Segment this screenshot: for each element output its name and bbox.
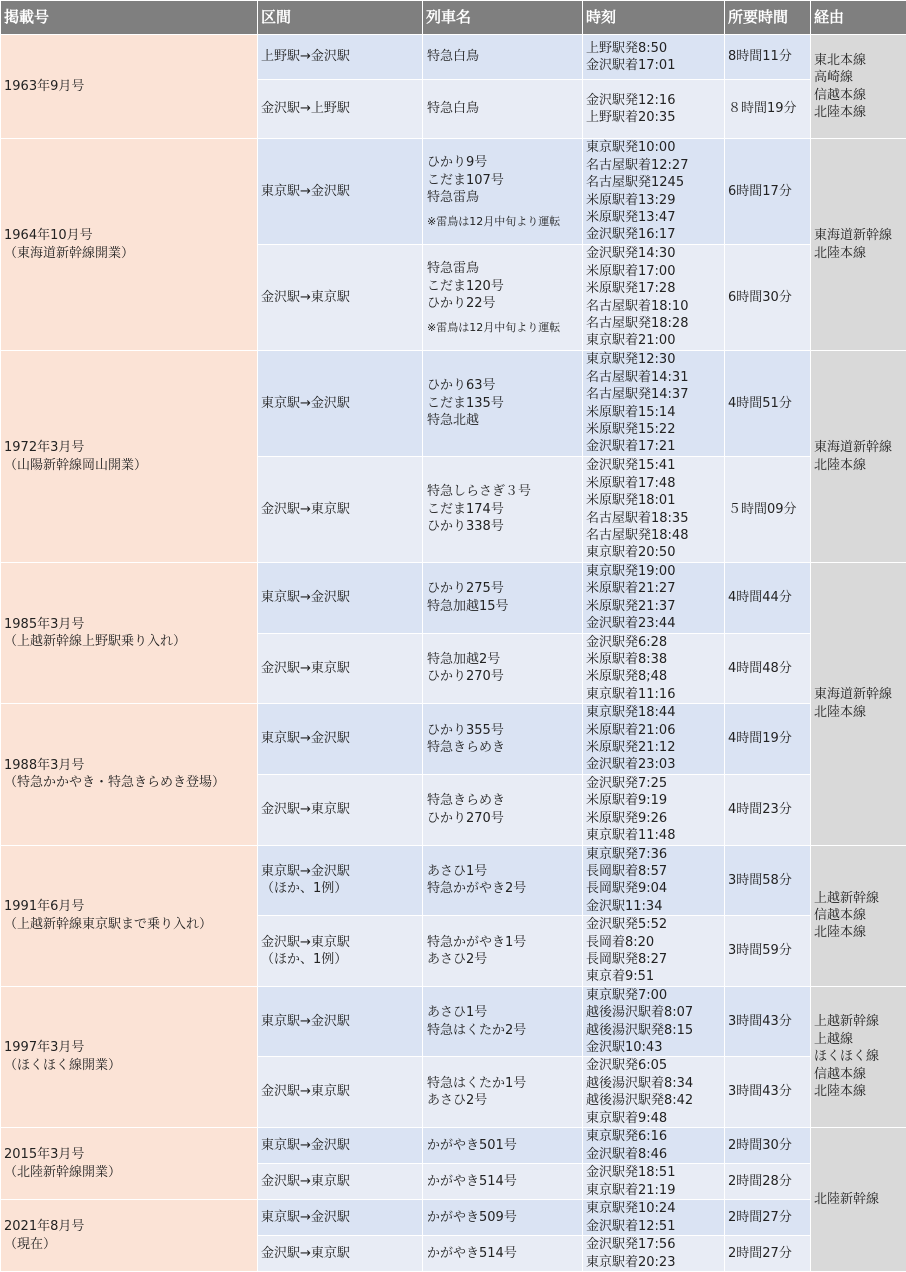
duration-cell: ５時間09分: [725, 457, 811, 563]
times-cell: [583, 774, 725, 845]
times-cell: [583, 704, 725, 775]
duration-cell: 2時間27分: [725, 1236, 811, 1272]
text-line: 東海道新幹線: [814, 227, 903, 244]
text-line: 東京着9:51: [586, 968, 721, 985]
text-line: （ほくほく線開業）: [4, 1057, 254, 1074]
header-section: 区間: [258, 1, 423, 35]
text-line: 高崎線: [814, 69, 903, 86]
text-line: （現在）: [4, 1236, 254, 1253]
text-line: 東京駅→金沢駅: [261, 589, 419, 606]
duration-cell: 3時間43分: [725, 1057, 811, 1128]
issue-cell: [1, 35, 258, 139]
text-line: 米原駅発13:47: [586, 209, 721, 226]
text-line: 東京駅着21:19: [586, 1182, 721, 1199]
text-line: こだま174号: [427, 501, 579, 518]
text-line: 東京駅→金沢駅: [261, 863, 419, 880]
text-line: ひかり275号: [427, 580, 579, 597]
text-line: 米原駅着9:19: [586, 792, 721, 809]
section-cell: [258, 563, 423, 634]
text-line: 上越線: [814, 1031, 903, 1048]
times-cell: [583, 1128, 725, 1164]
text-line: かがやき501号: [427, 1137, 579, 1154]
issue-cell: [1, 704, 258, 845]
text-line: 北陸新幹線: [814, 1191, 903, 1208]
text-line: 東京駅発7:00: [586, 987, 721, 1004]
text-line: 北陸本線: [814, 457, 903, 474]
text-line: 金沢駅発18:51: [586, 1164, 721, 1181]
text-line: 特急雷鳥: [427, 189, 579, 206]
header-times: 時刻: [583, 1, 725, 35]
text-line: （ほか、1例）: [261, 880, 419, 897]
text-line: 特急はくたか2号: [427, 1022, 579, 1039]
text-line: 1991年6月号: [4, 898, 254, 915]
train-name-cell: [423, 35, 583, 80]
text-line: 金沢駅着23:03: [586, 756, 721, 773]
text-line: 金沢駅10:43: [586, 1039, 721, 1056]
text-line: 特急白鳥: [427, 48, 579, 65]
route-cell: [811, 1128, 906, 1272]
text-line: 名古屋駅着14:31: [586, 369, 721, 386]
text-line: 信越本線: [814, 1066, 903, 1083]
text-line: 米原駅着21:27: [586, 580, 721, 597]
times-cell: [583, 80, 725, 139]
text-line: 金沢駅着23:44: [586, 615, 721, 632]
text-line: こだま120号: [427, 278, 579, 295]
text-line: 金沢駅発6:05: [586, 1057, 721, 1074]
text-line: ひかり355号: [427, 722, 579, 739]
table-row: [1, 351, 906, 457]
times-cell: [583, 916, 725, 987]
text-line: 米原駅着13:29: [586, 192, 721, 209]
text-line: 米原駅発21:12: [586, 739, 721, 756]
text-line: 金沢駅発5:52: [586, 916, 721, 933]
text-line: 特急白鳥: [427, 100, 579, 117]
text-line: 東京駅着20:50: [586, 544, 721, 561]
section-cell: [258, 986, 423, 1057]
text-line: 金沢駅→東京駅: [261, 1245, 419, 1262]
text-line: 長岡着8:20: [586, 934, 721, 951]
text-line: 特急加越15号: [427, 598, 579, 615]
text-line: 金沢駅発6:28: [586, 634, 721, 651]
text-line: 越後湯沢駅着8:34: [586, 1075, 721, 1092]
text-line: 米原駅着17:00: [586, 263, 721, 280]
duration-cell: 4時間44分: [725, 563, 811, 634]
times-cell: [583, 563, 725, 634]
section-cell: [258, 351, 423, 457]
section-cell: [258, 845, 423, 916]
text-line: 米原駅着8:38: [586, 651, 721, 668]
times-cell: [583, 35, 725, 80]
route-cell: [811, 563, 906, 846]
text-line: 東京駅→金沢駅: [261, 395, 419, 412]
section-cell: [258, 35, 423, 80]
train-name-cell: [423, 139, 583, 245]
text-line: 1997年3月号: [4, 1039, 254, 1056]
text-line: 名古屋駅着18:35: [586, 510, 721, 527]
section-cell: [258, 1128, 423, 1164]
text-line: 米原駅発9:26: [586, 810, 721, 827]
section-cell: [258, 80, 423, 139]
text-line: ひかり63号: [427, 377, 579, 394]
text-line: 東京駅→金沢駅: [261, 183, 419, 200]
times-cell: [583, 1164, 725, 1200]
text-line: かがやき509号: [427, 1209, 579, 1226]
text-line: あさひ2号: [427, 1092, 579, 1109]
text-line: 北陸本線: [814, 704, 903, 721]
text-line: 1964年10月号: [4, 227, 254, 244]
text-line: 米原駅発21:37: [586, 598, 721, 615]
text-line: 金沢駅→東京駅: [261, 289, 419, 306]
text-line: 米原駅発15:22: [586, 421, 721, 438]
issue-cell: [1, 845, 258, 986]
text-line: 特急加越2号: [427, 651, 579, 668]
text-line: 米原駅着21:06: [586, 722, 721, 739]
text-line: ひかり338号: [427, 518, 579, 535]
text-line: 金沢駅着17:21: [586, 438, 721, 455]
text-line: 東京駅→金沢駅: [261, 1013, 419, 1030]
text-line: （特急かかやき・特急きらめき登場）: [4, 774, 254, 791]
times-cell: [583, 351, 725, 457]
text-line: 2015年3月号: [4, 1146, 254, 1163]
text-line: 特急かがやき1号: [427, 934, 579, 951]
text-line: 北陸本線: [814, 245, 903, 262]
text-line: 2021年8月号: [4, 1218, 254, 1235]
train-name-cell: [423, 633, 583, 704]
text-line: あさひ1号: [427, 1004, 579, 1021]
text-line: 名古屋駅着12:27: [586, 157, 721, 174]
times-cell: [583, 1236, 725, 1272]
text-line: 名古屋駅発14:37: [586, 386, 721, 403]
text-line: 北陸本線: [814, 104, 903, 121]
text-line: 特急北越: [427, 412, 579, 429]
text-line: 米原駅着15:14: [586, 404, 721, 421]
text-line: 米原駅着17:48: [586, 475, 721, 492]
section-cell: [258, 774, 423, 845]
train-name-cell: [423, 916, 583, 987]
text-line: 越後湯沢駅着8:07: [586, 1004, 721, 1021]
text-line: 長岡駅発9:04: [586, 880, 721, 897]
text-line: 金沢駅発15:41: [586, 457, 721, 474]
text-line: 東京駅発10:00: [586, 139, 721, 156]
table-row: [1, 1200, 906, 1236]
text-line: 米原駅発8;48: [586, 668, 721, 685]
section-cell: [258, 1164, 423, 1200]
text-line: あさひ2号: [427, 951, 579, 968]
text-line: 北陸本線: [814, 1083, 903, 1100]
text-line: 東京駅着9:48: [586, 1110, 721, 1127]
duration-cell: 4時間51分: [725, 351, 811, 457]
times-cell: [583, 986, 725, 1057]
duration-cell: ８時間19分: [725, 80, 811, 139]
text-line: かがやき514号: [427, 1245, 579, 1262]
text-line: 金沢駅→東京駅: [261, 801, 419, 818]
text-line: 東京駅着11:48: [586, 827, 721, 844]
train-name-cell: [423, 1164, 583, 1200]
text-line: 金沢駅発16:17: [586, 226, 721, 243]
text-line: こだま135号: [427, 395, 579, 412]
text-line: （ほか、1例）: [261, 951, 419, 968]
header-issue: 掲載号: [1, 1, 258, 35]
text-line: 金沢駅→東京駅: [261, 660, 419, 677]
times-cell: [583, 1057, 725, 1128]
text-line: 東海道新幹線: [814, 439, 903, 456]
text-line: 信越本線: [814, 907, 903, 924]
text-line: 特急きらめき: [427, 792, 579, 809]
times-cell: [583, 139, 725, 245]
text-line: 上越新幹線: [814, 1013, 903, 1030]
text-line: ほくほく線: [814, 1048, 903, 1065]
duration-cell: 2時間30分: [725, 1128, 811, 1164]
train-name-cell: [423, 986, 583, 1057]
text-line: 名古屋駅発18:48: [586, 527, 721, 544]
text-line: 東京駅着21:00: [586, 332, 721, 349]
issue-cell: [1, 139, 258, 351]
text-line: 金沢駅着8:46: [586, 1146, 721, 1163]
text-line: 越後湯沢駅発8:42: [586, 1092, 721, 1109]
section-cell: [258, 1236, 423, 1272]
train-name-cell: [423, 774, 583, 845]
text-line: 特急かがやき2号: [427, 880, 579, 897]
table-row: [1, 563, 906, 634]
text-line: 1963年9月号: [4, 78, 254, 95]
text-line: ひかり270号: [427, 668, 579, 685]
operation-note: ※雷鳥は12月中旬より運転: [427, 215, 579, 229]
duration-cell: 3時間43分: [725, 986, 811, 1057]
duration-cell: 6時間30分: [725, 245, 811, 351]
route-cell: [811, 351, 906, 563]
times-cell: [583, 1200, 725, 1236]
issue-cell: [1, 1128, 258, 1200]
text-line: 上野駅発8:50: [586, 40, 721, 57]
duration-cell: 3時間58分: [725, 845, 811, 916]
route-cell: [811, 35, 906, 139]
text-line: 金沢駅11:34: [586, 898, 721, 915]
section-cell: [258, 916, 423, 987]
text-line: あさひ1号: [427, 863, 579, 880]
text-line: こだま107号: [427, 172, 579, 189]
train-name-cell: [423, 1200, 583, 1236]
text-line: 東京駅発10:24: [586, 1200, 721, 1217]
text-line: 特急きらめき: [427, 739, 579, 756]
table-row: [1, 139, 906, 245]
duration-cell: 3時間59分: [725, 916, 811, 987]
text-line: 金沢駅→東京駅: [261, 1173, 419, 1190]
text-line: 信越本線: [814, 87, 903, 104]
text-line: （上越新幹線上野駅乗り入れ）: [4, 633, 254, 650]
text-line: 長岡駅発8:27: [586, 951, 721, 968]
text-line: 東海道新幹線: [814, 686, 903, 703]
text-line: 東京駅発19:00: [586, 563, 721, 580]
times-cell: [583, 633, 725, 704]
issue-cell: [1, 563, 258, 704]
text-line: 東北本線: [814, 52, 903, 69]
text-line: 名古屋駅発1245: [586, 174, 721, 191]
header-row: [1, 1, 906, 35]
table-row: [1, 845, 906, 916]
header-duration: 所要時間: [725, 1, 811, 35]
text-line: 米原駅発17:28: [586, 280, 721, 297]
train-name-cell: [423, 1236, 583, 1272]
route-cell: [811, 139, 906, 351]
train-name-cell: [423, 457, 583, 563]
text-line: （北陸新幹線開業）: [4, 1164, 254, 1181]
text-line: 東京駅着11:16: [586, 686, 721, 703]
times-cell: [583, 245, 725, 351]
section-cell: [258, 139, 423, 245]
section-cell: [258, 633, 423, 704]
train-name-cell: [423, 1057, 583, 1128]
section-cell: [258, 1200, 423, 1236]
text-line: 越後湯沢駅発8:15: [586, 1022, 721, 1039]
text-line: 1988年3月号: [4, 757, 254, 774]
train-name-cell: [423, 351, 583, 457]
table-row: [1, 35, 906, 80]
train-name-cell: [423, 563, 583, 634]
text-line: 金沢駅着17:01: [586, 57, 721, 74]
text-line: 金沢駅→東京駅: [261, 934, 419, 951]
text-line: 金沢駅発12:16: [586, 92, 721, 109]
section-cell: [258, 245, 423, 351]
header-route: 経由: [811, 1, 906, 35]
text-line: 金沢駅発14:30: [586, 245, 721, 262]
text-line: （上越新幹線東京駅まで乗り入れ）: [4, 916, 254, 933]
route-cell: [811, 845, 906, 986]
text-line: 金沢駅→東京駅: [261, 501, 419, 518]
text-line: 金沢駅→上野駅: [261, 100, 419, 117]
text-line: ひかり22号: [427, 295, 579, 312]
section-cell: [258, 457, 423, 563]
section-cell: [258, 1057, 423, 1128]
train-name-cell: [423, 245, 583, 351]
table-row: [1, 704, 906, 775]
text-line: 東京駅発18:44: [586, 704, 721, 721]
text-line: ひかり270号: [427, 810, 579, 827]
text-line: 東京駅→金沢駅: [261, 1209, 419, 1226]
operation-note: ※雷鳥は12月中旬より運転: [427, 321, 579, 335]
text-line: かがやき514号: [427, 1173, 579, 1190]
text-line: 名古屋駅発18:28: [586, 315, 721, 332]
section-cell: [258, 704, 423, 775]
text-line: 北陸本線: [814, 924, 903, 941]
table-row: [1, 1128, 906, 1164]
train-name-cell: [423, 845, 583, 916]
text-line: 特急雷鳥: [427, 260, 579, 277]
duration-cell: 4時間19分: [725, 704, 811, 775]
text-line: 米原駅発18:01: [586, 492, 721, 509]
text-line: 東京駅発7:36: [586, 846, 721, 863]
text-line: 金沢駅着12:51: [586, 1218, 721, 1235]
text-line: 1972年3月号: [4, 439, 254, 456]
text-line: 金沢駅発17:56: [586, 1236, 721, 1253]
text-line: （山陽新幹線岡山開業）: [4, 457, 254, 474]
text-line: 上越新幹線: [814, 890, 903, 907]
text-line: 東京駅→金沢駅: [261, 730, 419, 747]
train-name-cell: [423, 80, 583, 139]
duration-cell: 8時間11分: [725, 35, 811, 80]
train-name-cell: [423, 704, 583, 775]
text-line: ひかり9号: [427, 154, 579, 171]
text-line: 上野駅→金沢駅: [261, 48, 419, 65]
times-cell: [583, 457, 725, 563]
text-line: 金沢駅発7:25: [586, 775, 721, 792]
text-line: 金沢駅→東京駅: [261, 1083, 419, 1100]
text-line: 東京駅→金沢駅: [261, 1137, 419, 1154]
text-line: 特急しらさぎ３号: [427, 483, 579, 500]
issue-cell: [1, 986, 258, 1127]
duration-cell: 6時間17分: [725, 139, 811, 245]
text-line: （東海道新幹線開業）: [4, 245, 254, 262]
text-line: 特急はくたか1号: [427, 1075, 579, 1092]
issue-cell: [1, 351, 258, 563]
text-line: 名古屋駅着18:10: [586, 298, 721, 315]
duration-cell: 4時間23分: [725, 774, 811, 845]
route-cell: [811, 986, 906, 1127]
train-name-cell: [423, 1128, 583, 1164]
text-line: 1985年3月号: [4, 616, 254, 633]
times-cell: [583, 845, 725, 916]
text-line: 長岡駅着8:57: [586, 863, 721, 880]
text-line: 上野駅着20:35: [586, 109, 721, 126]
issue-cell: [1, 1200, 258, 1272]
duration-cell: 4時間48分: [725, 633, 811, 704]
text-line: 東京駅発6:16: [586, 1128, 721, 1145]
text-line: 東京駅発12:30: [586, 351, 721, 368]
table-row: [1, 986, 906, 1057]
duration-cell: 2時間28分: [725, 1164, 811, 1200]
text-line: 東京駅着20:23: [586, 1254, 721, 1271]
duration-cell: 2時間27分: [725, 1200, 811, 1236]
header-train-name: 列車名: [423, 1, 583, 35]
